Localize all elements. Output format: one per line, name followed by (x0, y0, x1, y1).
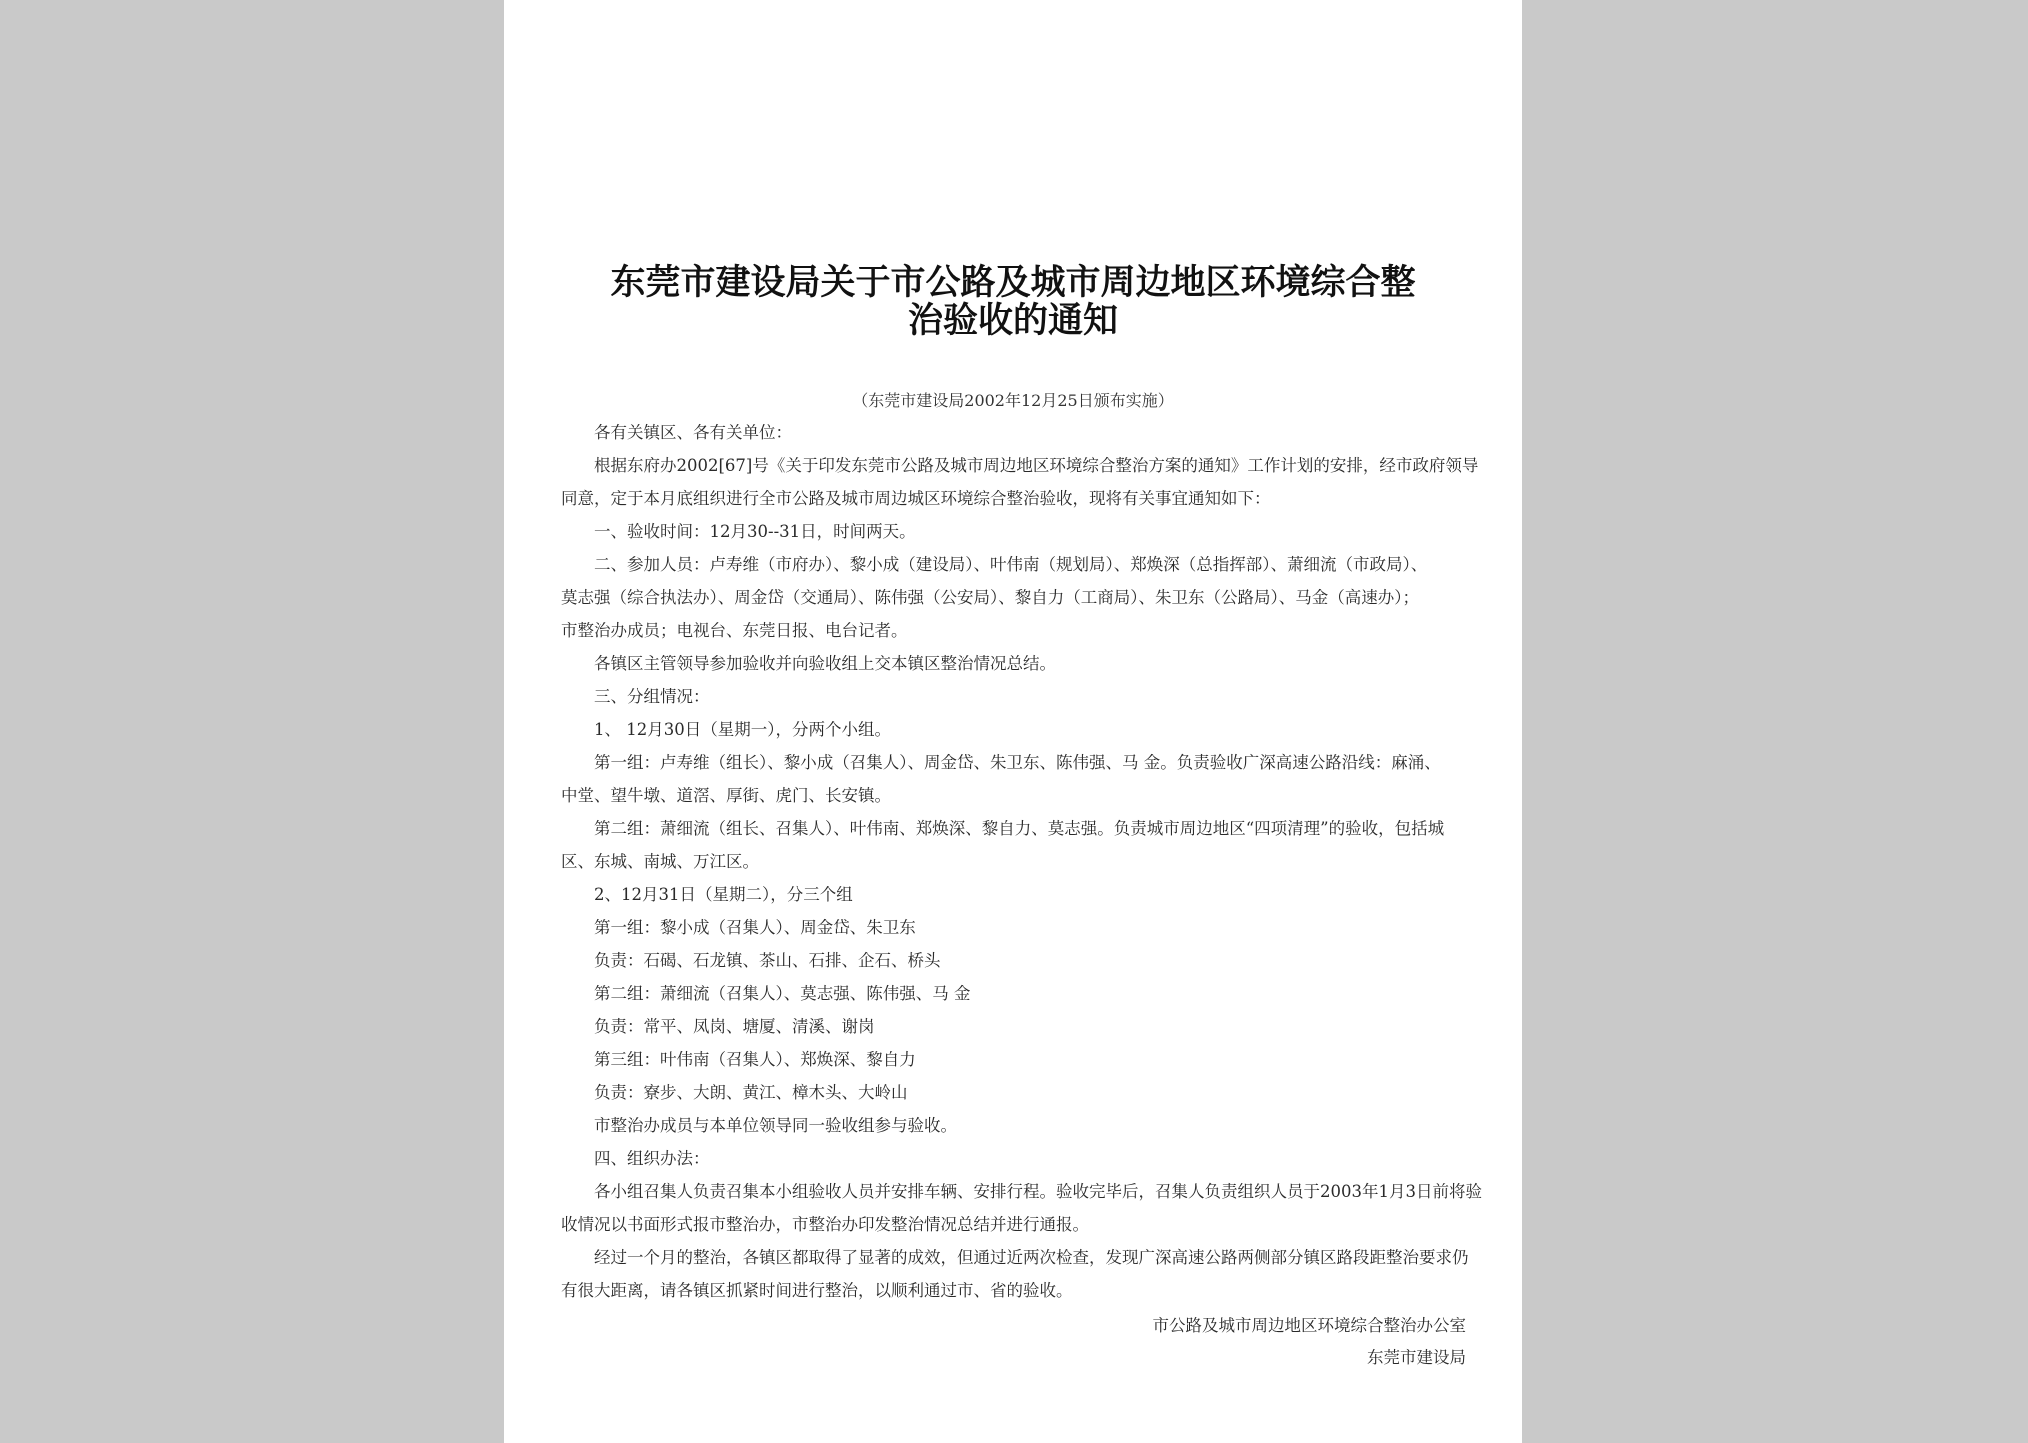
section-heading: 三、分组情况： (594, 687, 710, 706)
paragraph-line: 同意，定于本月底组织进行全市公路及城市周边城区环境综合整治验收，现将有关事宜通知如下： (561, 489, 1271, 508)
section-heading: 四、组织办法： (594, 1149, 710, 1168)
paragraph-line: 莫志强（综合执法办）、周金岱（交通局）、陈伟强（公安局）、黎自力（工商局）、朱卫东（公路局）、马金（高速办）； (561, 588, 1419, 607)
paragraph-line: 2、12月31日（星期二），分三个组 (594, 885, 853, 904)
signature-bureau: 东莞市建设局 (1367, 1348, 1466, 1367)
paragraph-line: 第一组：黎小成（召集人）、周金岱、朱卫东 (594, 918, 916, 937)
paragraph-line: 经过一个月的整治，各镇区都取得了显著的成效，但通过近两次检查，发现广深高速公路两侧部分镇区路段距整治要求仍 (594, 1248, 1469, 1267)
salutation: 各有关镇区、各有关单位： (594, 423, 792, 442)
paragraph-line: 市整治办成员；电视台、东莞日报、电台记者。 (561, 621, 908, 640)
paragraph-line: 区、东城、南城、万江区。 (561, 852, 759, 871)
document-subtitle: （东莞市建设局2002年12月25日颁布实施） (852, 391, 1174, 410)
paragraph-line: 第二组：萧细流（组长、召集人）、叶伟南、郑焕深、黎自力、莫志强。负责城市周边地区“四项清理”的验收，包括城 (594, 819, 1445, 838)
paragraph-line: 各镇区主管领导参加验收并向验收组上交本镇区整治情况总结。 (594, 654, 1056, 673)
signature-office: 市公路及城市周边地区环境综合整治办公室 (1152, 1316, 1466, 1335)
document-page (504, 0, 1522, 1443)
paragraph-line: 二、参加人员：卢寿维（市府办）、黎小成（建设局）、叶伟南（规划局）、郑焕深（总指挥部）、萧细流（市政局）、 (594, 555, 1428, 574)
section-heading: 一、验收时间：12月30--31日，时间两天。 (594, 522, 916, 541)
paragraph-line: 负责：常平、凤岗、塘厦、清溪、谢岗 (594, 1017, 875, 1036)
paragraph-line: 中堂、望牛墩、道滘、厚街、虎门、长安镇。 (561, 786, 891, 805)
paragraph-line: 市整治办成员与本单位领导同一验收组参与验收。 (594, 1116, 957, 1135)
paragraph-line: 1、 12月30日（星期一），分两个小组。 (594, 720, 891, 739)
paragraph-line: 有很大距离，请各镇区抓紧时间进行整治，以顺利通过市、省的验收。 (561, 1281, 1073, 1300)
paragraph-line: 负责：寮步、大朗、黄江、樟木头、大岭山 (594, 1083, 908, 1102)
paragraph-line: 收情况以书面形式报市整治办，市整治办印发整治情况总结并进行通报。 (561, 1215, 1089, 1234)
paragraph-line: 第三组：叶伟南（召集人）、郑焕深、黎自力 (594, 1050, 916, 1069)
paragraph-line: 第二组：萧细流（召集人）、莫志强、陈伟强、马 金 (594, 984, 971, 1003)
document-title-line-2: 治验收的通知 (907, 300, 1118, 341)
paragraph-line: 负责：石碣、石龙镇、茶山、石排、企石、桥头 (594, 951, 941, 970)
paragraph-line: 各小组召集人负责召集本小组验收人员并安排车辆、安排行程。验收完毕后，召集人负责组织人员于2003年1月3日前将验 (594, 1182, 1482, 1201)
paragraph-line: 根据东府办2002[67]号《关于印发东莞市公路及城市周边地区环境综合整治方案的通知》工作计划的安排，经市政府领导 (594, 456, 1479, 475)
document-title-line-1: 东莞市建设局关于市公路及城市周边地区环境综合整 (610, 262, 1416, 303)
paragraph-line: 第一组：卢寿维（组长）、黎小成（召集人）、周金岱、朱卫东、陈伟强、马 金。负责验收广深高速公路沿线：麻涌、 (594, 753, 1441, 772)
